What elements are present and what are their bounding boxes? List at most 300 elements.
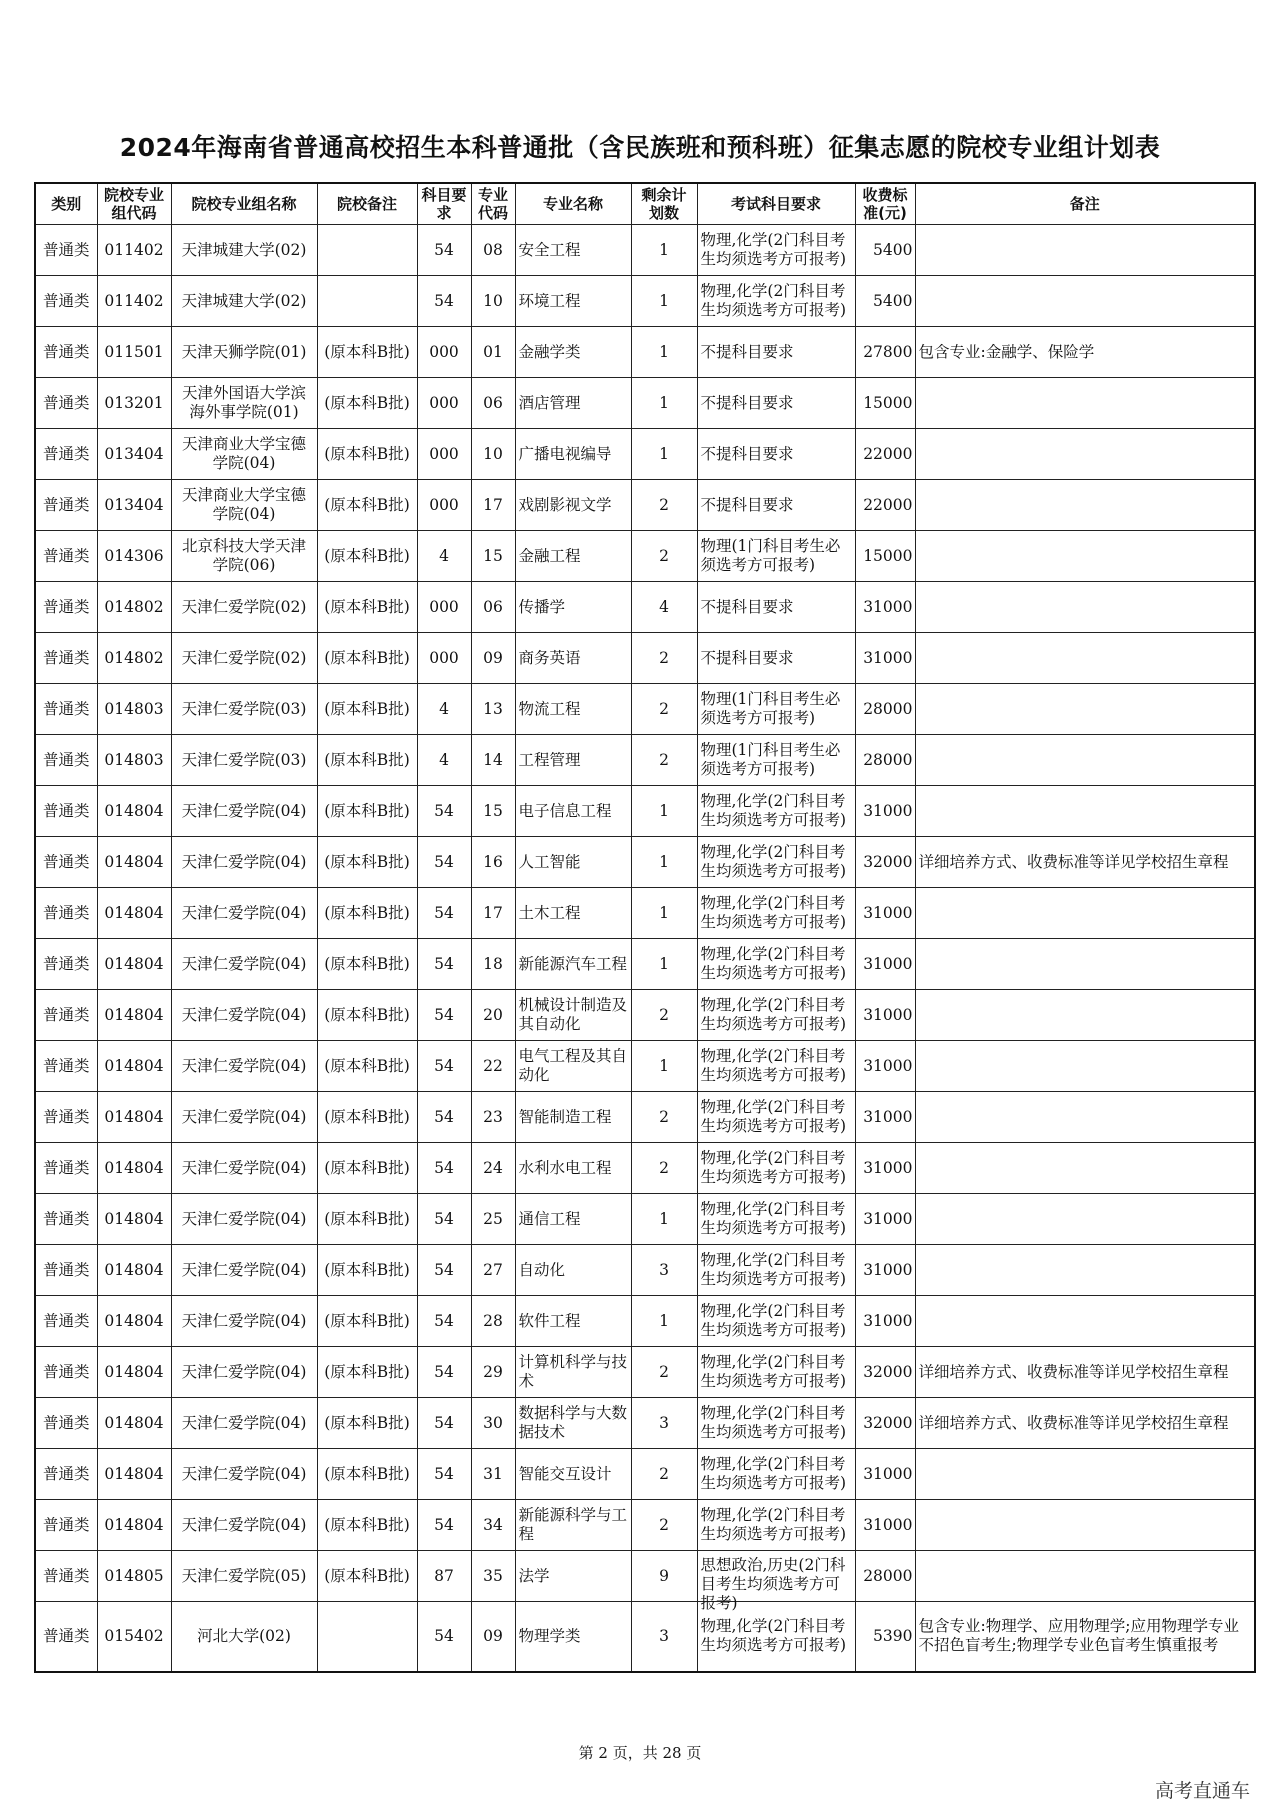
fee-cell-text: 31000 <box>863 1464 913 1483</box>
major-name-cell-text: 机械设计制造及其自动化 <box>518 996 628 1033</box>
fee-cell <box>855 225 915 276</box>
exam-req-cell <box>697 480 855 531</box>
header-cell: 备注 <box>915 183 1255 225</box>
major-code-cell-text: 17 <box>483 495 503 514</box>
group-code-cell-text: 014804 <box>104 954 164 973</box>
major-code-cell <box>471 1449 515 1500</box>
institution-note-cell <box>317 480 417 531</box>
major-code-cell-text: 10 <box>483 291 503 310</box>
group-name-cell <box>171 633 317 684</box>
group-code-cell-text: 014804 <box>104 1158 164 1177</box>
subject-req-code-cell <box>417 990 471 1041</box>
remaining-plan-cell <box>631 531 697 582</box>
exam-req-cell <box>697 684 855 735</box>
institution-note-cell-text: (原本科B批) <box>324 1413 410 1432</box>
major-name-cell <box>515 1602 631 1672</box>
major-name-cell-text: 软件工程 <box>518 1311 581 1330</box>
exam-req-cell-text: 不提科目要求 <box>700 495 794 514</box>
group-name-cell <box>171 939 317 990</box>
table-row <box>35 1398 1255 1449</box>
group-code-cell-text: 013404 <box>104 495 164 514</box>
header-cell: 专业名称 <box>515 183 631 225</box>
major-code-cell-text: 27 <box>483 1260 503 1279</box>
header-cell: 院校备注 <box>317 183 417 225</box>
group-code-cell <box>97 633 171 684</box>
table-row <box>35 582 1255 633</box>
subject-req-code-cell <box>417 480 471 531</box>
subject-req-code-cell-text: 54 <box>434 1413 454 1432</box>
subject-req-code-cell <box>417 225 471 276</box>
exam-req-cell <box>697 225 855 276</box>
group-name-cell-text: 天津仁爱学院(04) <box>181 903 307 922</box>
subject-req-code-cell <box>417 786 471 837</box>
group-name-cell <box>171 1041 317 1092</box>
major-code-cell <box>471 939 515 990</box>
exam-req-cell <box>697 1245 855 1296</box>
remaining-plan-cell-text: 2 <box>659 750 669 769</box>
group-name-cell <box>171 1143 317 1194</box>
group-code-cell-text: 014804 <box>104 1464 164 1483</box>
table-row <box>35 1092 1255 1143</box>
major-code-cell <box>471 327 515 378</box>
subject-req-code-cell-text: 54 <box>434 1209 454 1228</box>
table-row <box>35 1194 1255 1245</box>
category-cell-text: 普通类 <box>42 1056 90 1075</box>
subject-req-code-cell-text: 000 <box>429 648 459 667</box>
major-name-cell <box>515 480 631 531</box>
category-cell-text: 普通类 <box>42 954 90 973</box>
group-name-cell-text: 天津天狮学院(01) <box>181 342 307 361</box>
institution-note-cell-text: (原本科B批) <box>324 1362 410 1381</box>
major-name-cell-text: 工程管理 <box>518 750 581 769</box>
institution-note-cell-text: (原本科B批) <box>324 801 410 820</box>
subject-req-code-cell-text: 54 <box>434 1515 454 1534</box>
category-cell <box>35 684 97 735</box>
group-name-cell-text: 北京科技大学天津学院(06) <box>181 537 306 574</box>
group-code-cell-text: 014804 <box>104 1413 164 1432</box>
major-code-cell <box>471 1194 515 1245</box>
group-name-cell-text: 天津仁爱学院(04) <box>181 954 307 973</box>
institution-note-cell-text: (原本科B批) <box>324 954 410 973</box>
table-row <box>35 990 1255 1041</box>
fee-cell-text: 31000 <box>863 1158 913 1177</box>
institution-note-cell-text: (原本科B批) <box>324 1209 410 1228</box>
group-name-cell <box>171 1500 317 1551</box>
group-code-cell <box>97 480 171 531</box>
subject-req-code-cell-text: 000 <box>429 597 459 616</box>
group-name-cell-text: 天津仁爱学院(05) <box>181 1566 307 1585</box>
remaining-plan-cell-text: 1 <box>659 291 669 310</box>
major-name-cell-text: 安全工程 <box>518 240 581 259</box>
subject-req-code-cell-text: 4 <box>439 699 449 718</box>
institution-note-cell-text: (原本科B批) <box>324 1158 410 1177</box>
category-cell-text: 普通类 <box>42 291 90 310</box>
subject-req-code-cell <box>417 1398 471 1449</box>
group-code-cell <box>97 1092 171 1143</box>
category-cell <box>35 429 97 480</box>
institution-note-cell <box>317 1449 417 1500</box>
institution-note-cell <box>317 225 417 276</box>
fee-cell <box>855 1347 915 1398</box>
major-name-cell <box>515 327 631 378</box>
group-code-cell-text: 014804 <box>104 1005 164 1024</box>
fee-cell-text: 31000 <box>863 801 913 820</box>
major-name-cell <box>515 939 631 990</box>
remaining-plan-cell-text: 1 <box>659 393 669 412</box>
fee-cell <box>855 1041 915 1092</box>
subject-req-code-cell <box>417 837 471 888</box>
institution-note-cell <box>317 990 417 1041</box>
fee-cell-text: 5390 <box>873 1626 913 1645</box>
group-name-cell-text: 天津外国语大学滨海外事学院(01) <box>181 384 306 421</box>
major-code-cell-text: 18 <box>483 954 503 973</box>
group-name-cell-text: 天津城建大学(02) <box>181 240 307 259</box>
institution-note-cell-text: (原本科B批) <box>324 1566 410 1585</box>
fee-cell-text: 31000 <box>863 954 913 973</box>
group-code-cell <box>97 582 171 633</box>
group-name-cell <box>171 225 317 276</box>
group-code-cell <box>97 1245 171 1296</box>
fee-cell <box>855 429 915 480</box>
institution-note-cell-text: (原本科B批) <box>324 1515 410 1534</box>
remaining-plan-cell-text: 2 <box>659 1158 669 1177</box>
group-name-cell <box>171 888 317 939</box>
fee-cell <box>855 1551 915 1602</box>
major-code-cell-text: 06 <box>483 393 503 412</box>
category-cell <box>35 786 97 837</box>
major-code-cell-text: 29 <box>483 1362 503 1381</box>
group-name-cell-text: 天津仁爱学院(04) <box>181 1413 307 1432</box>
group-name-cell-text: 天津仁爱学院(02) <box>181 648 307 667</box>
fee-cell-text: 31000 <box>863 1515 913 1534</box>
group-name-cell <box>171 1245 317 1296</box>
group-code-cell <box>97 327 171 378</box>
category-cell <box>35 225 97 276</box>
major-name-cell <box>515 1092 631 1143</box>
exam-req-cell <box>697 837 855 888</box>
remark-cell <box>915 327 1255 378</box>
remark-cell <box>915 939 1255 990</box>
remark-cell-text: 详细培养方式、收费标准等详见学校招生章程 <box>918 852 1229 871</box>
remark-cell <box>915 684 1255 735</box>
group-code-cell-text: 014306 <box>104 546 164 565</box>
table-body <box>35 225 1255 1672</box>
fee-cell <box>855 327 915 378</box>
fee-cell-text: 28000 <box>863 699 913 718</box>
group-name-cell-text: 天津仁爱学院(03) <box>181 699 307 718</box>
fee-cell <box>855 1194 915 1245</box>
group-code-cell-text: 014804 <box>104 1260 164 1279</box>
fee-cell <box>855 1449 915 1500</box>
category-cell <box>35 582 97 633</box>
exam-req-cell-text: 物理,化学(2门科目考生均须选考方可报考) <box>700 945 847 982</box>
institution-note-cell <box>317 786 417 837</box>
remaining-plan-cell <box>631 1092 697 1143</box>
remaining-plan-cell <box>631 225 697 276</box>
table-row <box>35 1245 1255 1296</box>
subject-req-code-cell-text: 54 <box>434 1311 454 1330</box>
institution-note-cell-text: (原本科B批) <box>324 1107 410 1126</box>
remaining-plan-cell-text: 1 <box>659 240 669 259</box>
group-name-cell-text: 天津仁爱学院(04) <box>181 801 307 820</box>
fee-cell <box>855 684 915 735</box>
category-cell <box>35 1551 97 1602</box>
remaining-plan-cell-text: 1 <box>659 1056 669 1075</box>
remark-cell <box>915 225 1255 276</box>
remaining-plan-cell-text: 9 <box>659 1566 669 1585</box>
category-cell <box>35 1092 97 1143</box>
major-code-cell <box>471 1551 515 1602</box>
fee-cell-text: 32000 <box>863 1362 913 1381</box>
exam-req-cell-text: 物理,化学(2门科目考生均须选考方可报考) <box>700 1098 847 1135</box>
subject-req-code-cell-text: 000 <box>429 495 459 514</box>
major-code-cell <box>471 684 515 735</box>
remaining-plan-cell-text: 4 <box>659 597 669 616</box>
subject-req-code-cell-text: 54 <box>434 1464 454 1483</box>
subject-req-code-cell-text: 54 <box>434 1362 454 1381</box>
remaining-plan-cell <box>631 837 697 888</box>
institution-note-cell <box>317 429 417 480</box>
group-name-cell-text: 天津仁爱学院(02) <box>181 597 307 616</box>
institution-note-cell <box>317 582 417 633</box>
major-name-cell-text: 环境工程 <box>518 291 581 310</box>
group-name-cell <box>171 378 317 429</box>
page-title: 2024年海南省普通高校招生本科普通批（含民族班和预科班）征集志愿的院校专业组计划表 <box>119 133 1161 162</box>
major-name-cell-text: 金融工程 <box>518 546 581 565</box>
remaining-plan-cell-text: 1 <box>659 801 669 820</box>
subject-req-code-cell-text: 54 <box>434 903 454 922</box>
major-name-cell-text: 计算机科学与技术 <box>518 1353 628 1390</box>
remaining-plan-cell <box>631 786 697 837</box>
group-code-cell-text: 014803 <box>104 750 164 769</box>
major-name-cell-text: 数据科学与大数据技术 <box>518 1404 628 1441</box>
major-name-cell-text: 法学 <box>518 1566 550 1585</box>
major-code-cell <box>471 1041 515 1092</box>
remaining-plan-cell <box>631 429 697 480</box>
exam-req-cell-text: 物理,化学(2门科目考生均须选考方可报考) <box>700 996 847 1033</box>
fee-cell <box>855 1500 915 1551</box>
subject-req-code-cell-text: 54 <box>434 1158 454 1177</box>
major-code-cell <box>471 1398 515 1449</box>
header-cell: 剩余计划数 <box>631 183 697 225</box>
category-cell-text: 普通类 <box>42 1515 90 1534</box>
major-name-cell <box>515 1296 631 1347</box>
category-cell-text: 普通类 <box>42 801 90 820</box>
category-cell-text: 普通类 <box>42 1566 90 1585</box>
remaining-plan-cell <box>631 480 697 531</box>
major-code-cell-text: 16 <box>483 852 503 871</box>
category-cell-text: 普通类 <box>42 1158 90 1177</box>
subject-req-code-cell <box>417 633 471 684</box>
group-name-cell <box>171 429 317 480</box>
major-name-cell-text: 水利水电工程 <box>518 1158 612 1177</box>
group-code-cell-text: 011402 <box>104 291 164 310</box>
group-code-cell <box>97 531 171 582</box>
group-name-cell <box>171 990 317 1041</box>
group-code-cell-text: 014804 <box>104 1107 164 1126</box>
major-name-cell <box>515 684 631 735</box>
major-name-cell <box>515 1449 631 1500</box>
exam-req-cell-text: 物理(1门科目考生必须选考方可报考) <box>700 690 841 727</box>
major-code-cell <box>471 633 515 684</box>
remaining-plan-cell-text: 2 <box>659 546 669 565</box>
remaining-plan-cell-text: 1 <box>659 342 669 361</box>
remaining-plan-cell <box>631 939 697 990</box>
remaining-plan-cell-text: 2 <box>659 648 669 667</box>
institution-note-cell <box>317 888 417 939</box>
major-name-cell <box>515 735 631 786</box>
major-code-cell-text: 08 <box>483 240 503 259</box>
fee-cell <box>855 1602 915 1672</box>
group-code-cell-text: 014805 <box>104 1566 164 1585</box>
category-cell <box>35 1500 97 1551</box>
major-code-cell-text: 13 <box>483 699 503 718</box>
major-name-cell-text: 物理学类 <box>518 1626 581 1645</box>
subject-req-code-cell <box>417 684 471 735</box>
group-code-cell <box>97 939 171 990</box>
remaining-plan-cell-text: 3 <box>659 1260 669 1279</box>
group-code-cell <box>97 735 171 786</box>
category-cell <box>35 990 97 1041</box>
institution-note-cell-text: (原本科B批) <box>324 444 410 463</box>
fee-cell-text: 15000 <box>863 393 913 412</box>
group-name-cell-text: 天津仁爱学院(04) <box>181 1107 307 1126</box>
remaining-plan-cell <box>631 1602 697 1672</box>
remark-cell <box>915 1602 1255 1672</box>
group-name-cell <box>171 1398 317 1449</box>
category-cell <box>35 480 97 531</box>
fee-cell <box>855 1245 915 1296</box>
group-code-cell <box>97 1500 171 1551</box>
subject-req-code-cell <box>417 582 471 633</box>
exam-req-cell-text: 物理,化学(2门科目考生均须选考方可报考) <box>700 1353 847 1390</box>
exam-req-cell-text: 物理(1门科目考生必须选考方可报考) <box>700 741 841 778</box>
table-row <box>35 1143 1255 1194</box>
fee-cell-text: 31000 <box>863 1209 913 1228</box>
exam-req-cell-text: 思想政治,历史(2门科目考生均须选考方可报考) <box>700 1556 846 1612</box>
table-header-row <box>35 183 1255 225</box>
remark-cell <box>915 1092 1255 1143</box>
header-cell: 院校专业组代码 <box>97 183 171 225</box>
category-cell <box>35 939 97 990</box>
exam-req-cell <box>697 1551 855 1612</box>
fee-cell <box>855 1398 915 1449</box>
subject-req-code-cell-text: 87 <box>434 1566 454 1585</box>
category-cell <box>35 1245 97 1296</box>
remaining-plan-cell <box>631 582 697 633</box>
fee-cell-text: 31000 <box>863 1260 913 1279</box>
remaining-plan-cell-text: 2 <box>659 1005 669 1024</box>
major-name-cell-text: 人工智能 <box>518 852 581 871</box>
exam-req-cell-text: 物理(1门科目考生必须选考方可报考) <box>700 537 841 574</box>
remaining-plan-cell <box>631 684 697 735</box>
group-code-cell-text: 013404 <box>104 444 164 463</box>
major-name-cell <box>515 378 631 429</box>
remaining-plan-cell-text: 3 <box>659 1413 669 1432</box>
remaining-plan-cell <box>631 1296 697 1347</box>
header-cell: 收费标准(元) <box>855 183 915 225</box>
remark-cell <box>915 1398 1255 1449</box>
header-cell: 科目要求 <box>417 183 471 225</box>
group-name-cell <box>171 1347 317 1398</box>
major-code-cell <box>471 1143 515 1194</box>
major-name-cell <box>515 990 631 1041</box>
institution-note-cell-text: (原本科B批) <box>324 699 410 718</box>
category-cell <box>35 735 97 786</box>
subject-req-code-cell-text: 54 <box>434 852 454 871</box>
table-row <box>35 531 1255 582</box>
group-name-cell <box>171 1296 317 1347</box>
category-cell-text: 普通类 <box>42 1209 90 1228</box>
institution-note-cell <box>317 735 417 786</box>
exam-req-cell <box>697 1449 855 1500</box>
table-row <box>35 735 1255 786</box>
major-code-cell-text: 31 <box>483 1464 503 1483</box>
group-name-cell-text: 天津商业大学宝德学院(04) <box>181 486 306 523</box>
group-name-cell <box>171 786 317 837</box>
group-code-cell-text: 014804 <box>104 1311 164 1330</box>
major-code-cell-text: 22 <box>483 1056 503 1075</box>
table-row <box>35 327 1255 378</box>
major-code-cell <box>471 735 515 786</box>
fee-cell <box>855 786 915 837</box>
group-code-cell-text: 014804 <box>104 1056 164 1075</box>
remark-cell <box>915 1245 1255 1296</box>
group-code-cell <box>97 888 171 939</box>
major-code-cell-text: 15 <box>483 546 503 565</box>
group-name-cell <box>171 1194 317 1245</box>
group-name-cell-text: 天津商业大学宝德学院(04) <box>181 435 306 472</box>
remaining-plan-cell <box>631 276 697 327</box>
major-name-cell <box>515 582 631 633</box>
exam-req-cell-text: 物理,化学(2门科目考生均须选考方可报考) <box>700 1404 847 1441</box>
exam-req-cell-text: 物理,化学(2门科目考生均须选考方可报考) <box>700 792 847 829</box>
exam-req-cell <box>697 1194 855 1245</box>
group-code-cell <box>97 1194 171 1245</box>
major-name-cell-text: 通信工程 <box>518 1209 581 1228</box>
institution-note-cell-text: (原本科B批) <box>324 342 410 361</box>
remark-cell-text: 包含专业:金融学、保险学 <box>918 342 1095 361</box>
subject-req-code-cell <box>417 1143 471 1194</box>
exam-req-cell-text: 不提科目要求 <box>700 342 794 361</box>
subject-req-code-cell-text: 4 <box>439 750 449 769</box>
group-code-cell-text: 014804 <box>104 903 164 922</box>
major-code-cell <box>471 1092 515 1143</box>
remark-cell <box>915 582 1255 633</box>
group-code-cell <box>97 1551 171 1602</box>
remaining-plan-cell-text: 1 <box>659 1209 669 1228</box>
fee-cell <box>855 1092 915 1143</box>
major-code-cell <box>471 837 515 888</box>
category-cell-text: 普通类 <box>42 1005 90 1024</box>
group-code-cell-text: 014804 <box>104 1362 164 1381</box>
category-cell <box>35 327 97 378</box>
subject-req-code-cell <box>417 1041 471 1092</box>
category-cell <box>35 378 97 429</box>
major-code-cell <box>471 480 515 531</box>
exam-req-cell-text: 物理,化学(2门科目考生均须选考方可报考) <box>700 1251 847 1288</box>
institution-note-cell <box>317 531 417 582</box>
subject-req-code-cell-text: 54 <box>434 291 454 310</box>
group-name-cell <box>171 684 317 735</box>
major-code-cell <box>471 276 515 327</box>
major-name-cell-text: 电子信息工程 <box>518 801 612 820</box>
category-cell <box>35 1449 97 1500</box>
major-name-cell <box>515 429 631 480</box>
group-name-cell <box>171 480 317 531</box>
exam-req-cell <box>697 735 855 786</box>
group-code-cell <box>97 1602 171 1672</box>
